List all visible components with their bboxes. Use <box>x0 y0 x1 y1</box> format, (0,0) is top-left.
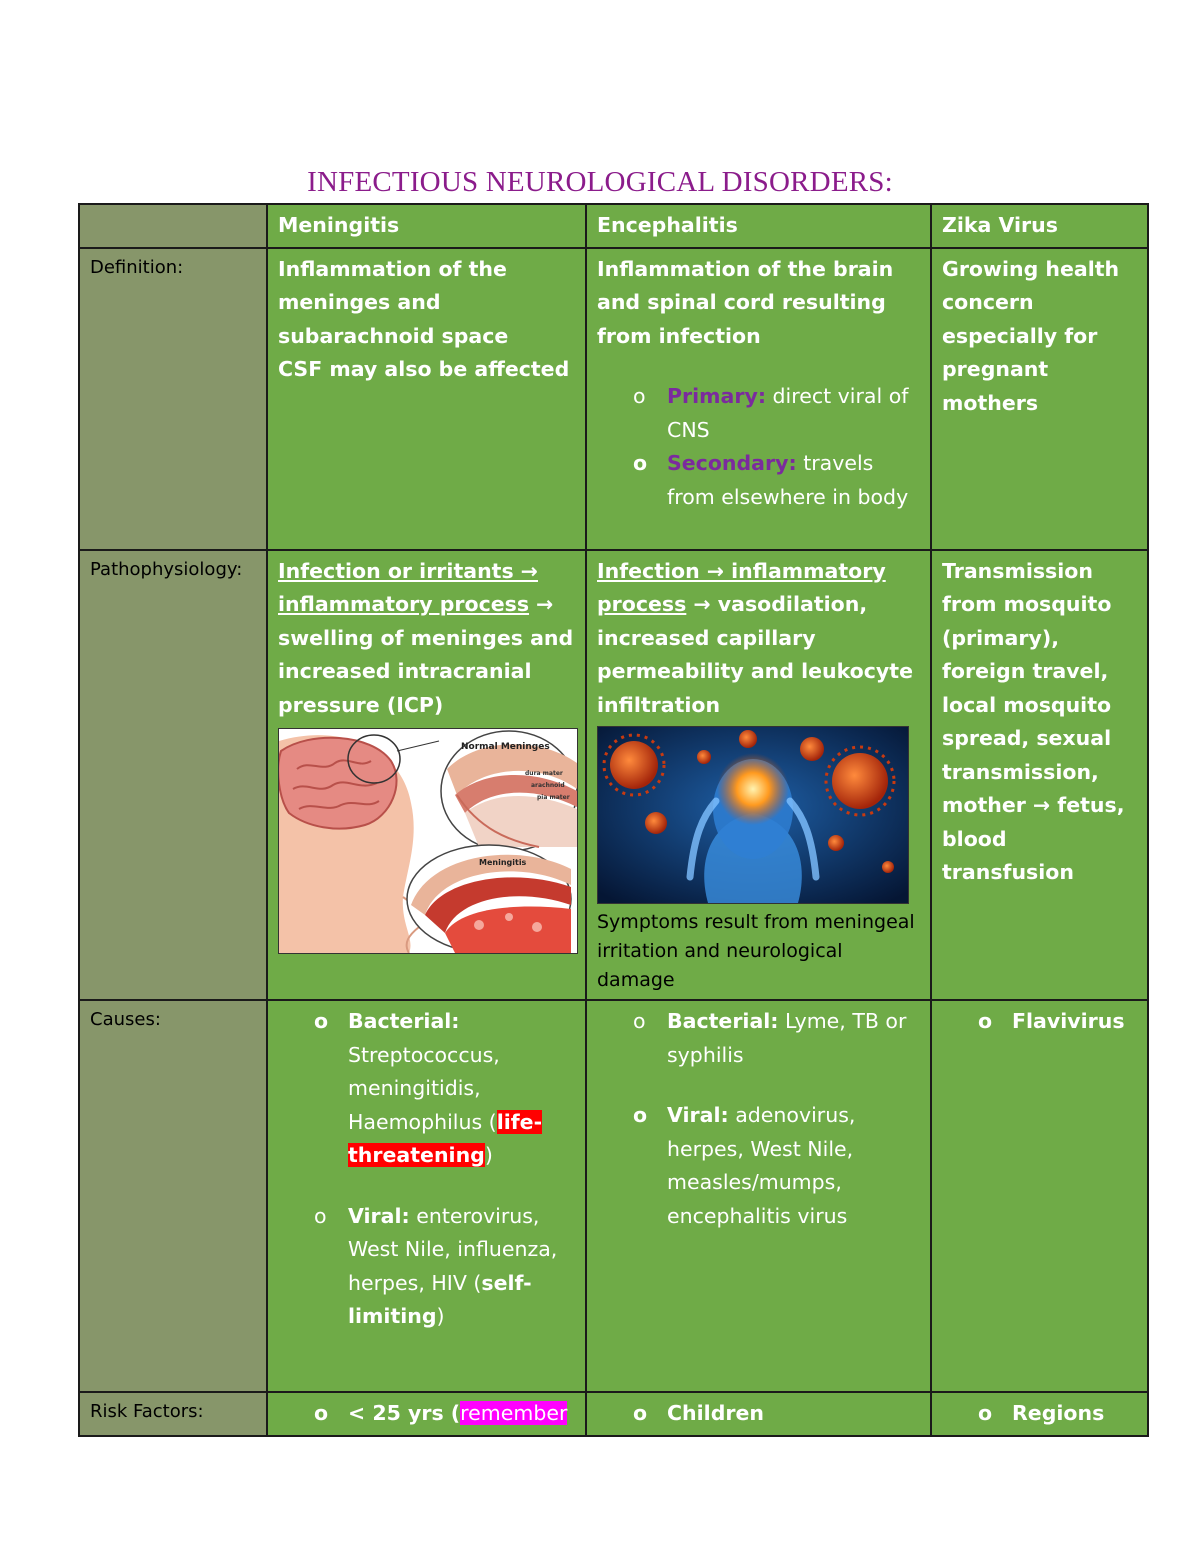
bullet-lead: Primary: <box>667 384 767 408</box>
bullet-icon: o <box>978 1009 993 1033</box>
zika-pathophysiology: Transmission from mosquito (primary), foreign travel, local mosquito spread, sexual transmission, mother → fetus, blood transfusion <box>931 550 1148 1001</box>
bullet-icon: o <box>314 1203 327 1228</box>
list-item: o Regions <box>942 1397 1137 1431</box>
list-item: o Children <box>597 1397 920 1431</box>
figure-label-normal: Normal Meninges <box>461 742 550 752</box>
bullet-icon: o <box>633 451 648 475</box>
column-header-encephalitis: Encephalitis <box>586 204 931 248</box>
meningitis-risk-factors <box>267 1392 586 1436</box>
encephalitis-pathophysiology-text: Infection → inflammatory process → vasodilation, increased capillary permeability and leukocyte infiltration <box>597 558 913 717</box>
virus-icon <box>697 750 711 764</box>
list-item: o Bacterial: Streptococcus, meningitidis, Haemophilus (life-threatening) <box>278 1005 575 1173</box>
bullet-icon: o <box>978 1401 993 1425</box>
risk-factors-row <box>79 1392 1148 1436</box>
row-label-causes: Causes: <box>79 1000 267 1392</box>
disorders-table <box>78 203 1149 1437</box>
corner-cell <box>79 204 267 248</box>
figure-label-dura: dura mater <box>525 770 563 777</box>
meningitis-causes <box>267 1000 586 1392</box>
meningitis-risk-list <box>278 1397 575 1431</box>
list-item: o < 25 yrs (remember <box>278 1397 575 1431</box>
virus-icon <box>828 835 844 851</box>
meningitis-definition-line2: CSF may also be affected <box>278 357 570 381</box>
bullet-icon: o <box>633 1009 646 1033</box>
bullet-icon: o <box>314 1009 329 1033</box>
encephalitis-definition <box>586 248 931 550</box>
row-label-risk-factors: Risk Factors: <box>79 1392 267 1436</box>
encephalitis-causes <box>586 1000 931 1392</box>
virus-icon <box>739 730 757 748</box>
list-item: o Flavivirus <box>942 1005 1137 1039</box>
encephalitis-type-list <box>597 380 920 514</box>
meningitis-pathophysiology-text: Infection or irritants → inflammatory process → swelling of meninges and increased intracranial pressure (ICP) <box>278 558 574 717</box>
life-threatening-highlight: life-threatening <box>348 1109 543 1167</box>
encephalitis-risk-factors <box>586 1392 931 1436</box>
encephalitis-causes-list <box>597 1005 920 1233</box>
zika-causes <box>931 1000 1148 1392</box>
row-label-definition: Definition: <box>79 248 267 550</box>
pathophysiology-row <box>79 550 1148 1001</box>
bullet-icon: o <box>633 1401 648 1425</box>
bullet-text: direct viral of CNS <box>667 384 909 442</box>
virus-head-illustration <box>597 726 909 904</box>
meningitis-definition-line1: Inflammation of the meninges and subarachnoid space <box>278 256 509 348</box>
list-item: o Viral: enterovirus, West Nile, influenza, herpes, HIV (self-limiting) <box>278 1200 575 1334</box>
virus-icon <box>800 737 824 761</box>
bullet-text: travels from elsewhere in body <box>667 451 909 509</box>
meninges-illustration <box>278 728 578 954</box>
remember-highlight: remember <box>460 1401 568 1425</box>
encephalitis-figure-caption: Symptoms result from meningeal irritation and neurological damage <box>597 911 915 991</box>
zika-risk-list <box>942 1397 1137 1431</box>
page-title: INFECTIOUS NEUROLOGICAL DISORDERS: <box>307 166 893 198</box>
zika-risk-factors <box>931 1392 1148 1436</box>
definition-row <box>79 248 1148 550</box>
figure-label-meningitis: Meningitis <box>479 858 527 867</box>
meningitis-causes-list <box>278 1005 575 1334</box>
list-item: o Viral: adenovirus, herpes, West Nile, measles/mumps, encephalitis virus <box>597 1099 920 1233</box>
bullet-lead: Secondary: <box>667 451 797 475</box>
bullet-icon: o <box>314 1401 329 1425</box>
meningitis-pathophysiology <box>267 550 586 1001</box>
encephalitis-pathophysiology <box>586 550 931 1001</box>
virus-icon <box>882 861 894 873</box>
row-label-pathophysiology: Pathophysiology: <box>79 550 267 1001</box>
column-header-meningitis: Meningitis <box>267 204 586 248</box>
encephalitis-risk-list <box>597 1397 920 1431</box>
encephalitis-definition-text: Inflammation of the brain and spinal cord resulting from infection <box>597 256 894 348</box>
zika-causes-list <box>942 1005 1137 1039</box>
list-item <box>597 447 920 514</box>
virus-icon <box>645 812 667 834</box>
bullet-icon: o <box>633 384 646 408</box>
bullet-icon: o <box>633 1103 648 1127</box>
zika-definition: Growing health concern especially for pregnant mothers <box>931 248 1148 550</box>
causes-row <box>79 1000 1148 1392</box>
list-item: o Bacterial: Lyme, TB or syphilis <box>597 1005 920 1072</box>
figure-label-pia: pia mater <box>537 794 570 801</box>
figure-label-arachnoid: arachnoid <box>531 782 565 789</box>
meningitis-definition <box>267 248 586 550</box>
header-row <box>79 204 1148 248</box>
list-item <box>597 380 920 447</box>
column-header-zika: Zika Virus <box>931 204 1148 248</box>
